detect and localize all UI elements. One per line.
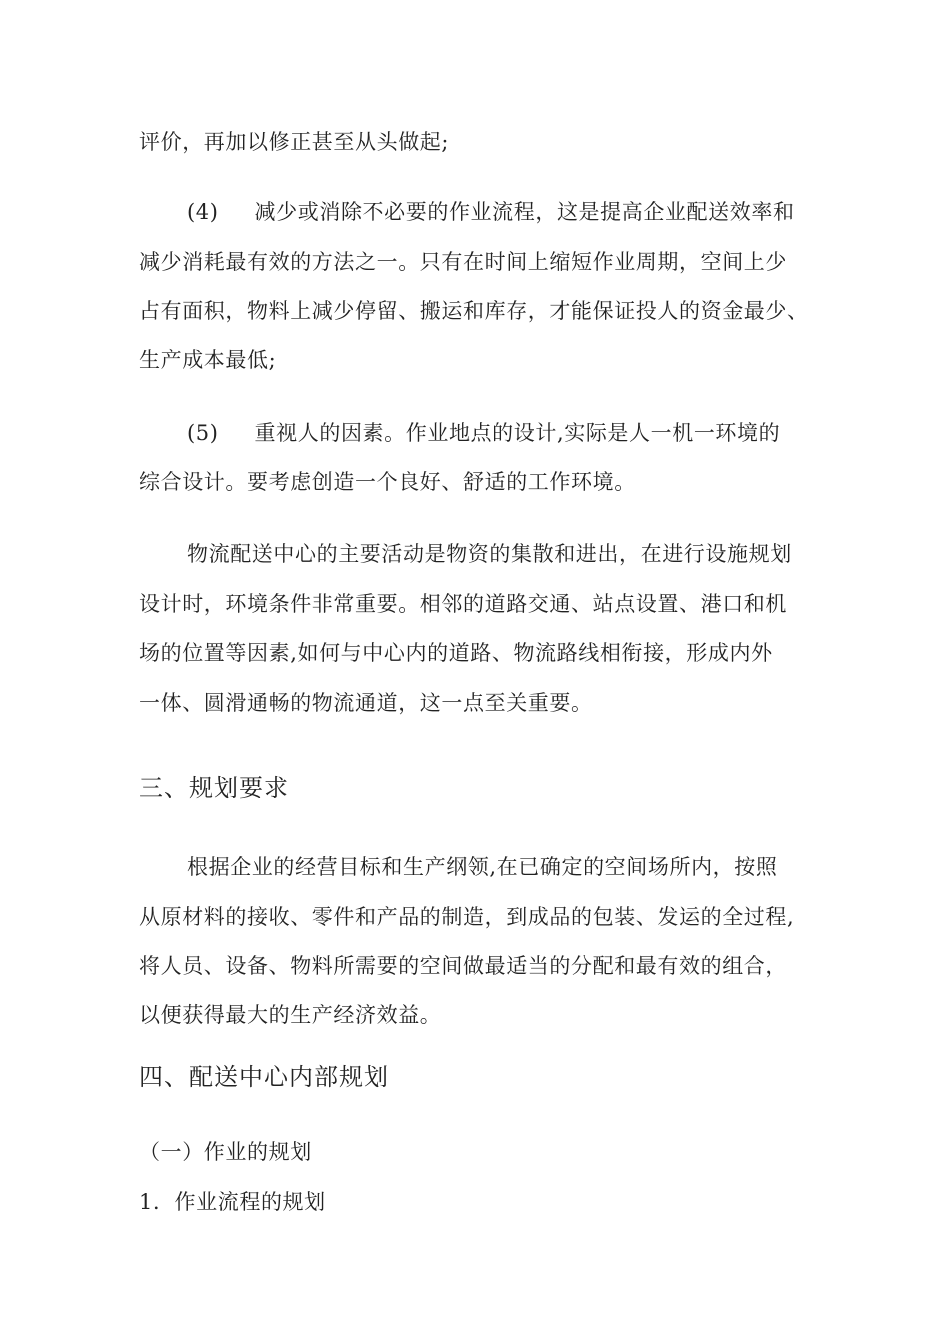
paragraph-line: 将人员、设备、物料所需要的空间做最适当的分配和最有效的组合， — [139, 954, 787, 978]
paragraph-line: 根据企业的经营目标和生产纲领,在已确定的空间场所内，按照 — [187, 855, 778, 879]
list-item-text: 减少或消除不必要的作业流程，这是提高企业配送效率和 — [254, 200, 795, 224]
subsection-heading: 1．作业流程的规划 — [139, 1190, 326, 1214]
paragraph-line: 物流配送中心的主要活动是物资的集散和进出，在进行设施规划 — [187, 542, 792, 566]
subsection-heading: （一）作业的规划 — [139, 1140, 312, 1164]
paragraph-line: 从原材料的接收、零件和产品的制造，到成品的包装、发运的全过程, — [139, 905, 795, 929]
section-heading: 三、规划要求 — [139, 774, 289, 802]
paragraph-line: 占有面积，物料上减少停留、搬运和库存，才能保证投人的资金最少、 — [139, 299, 809, 323]
list-item-5-first-line — [187, 419, 780, 447]
paragraph-line: 以便获得最大的生产经济效益。 — [139, 1003, 442, 1027]
paragraph-line: 评价，再加以修正甚至从头做起; — [139, 130, 450, 154]
paragraph-line: 设计时，环境条件非常重要。相邻的道路交通、站点设置、港口和机 — [139, 592, 787, 616]
paragraph-line: 场的位置等因素,如何与中心内的道路、物流路线相衔接，形成内外 — [139, 641, 773, 665]
list-item-4-first-line — [187, 198, 795, 226]
paragraph-line: 一体、圆滑通畅的物流通道，这一点至关重要。 — [139, 691, 593, 715]
list-item-text: 重视人的因素。作业地点的设计,实际是人一机一环境的 — [254, 421, 781, 445]
section-heading: 四、配送中心内部规划 — [139, 1063, 389, 1091]
paragraph-line: 生产成本最低; — [139, 348, 277, 372]
paragraph-line: 减少消耗最有效的方法之一。只有在时间上缩短作业周期，空间上少 — [139, 250, 787, 274]
paragraph-line: 综合设计。要考虑创造一个良好、舒适的工作环境。 — [139, 470, 636, 494]
list-item-number: (5) — [187, 421, 219, 445]
list-item-number: (4) — [187, 200, 219, 224]
